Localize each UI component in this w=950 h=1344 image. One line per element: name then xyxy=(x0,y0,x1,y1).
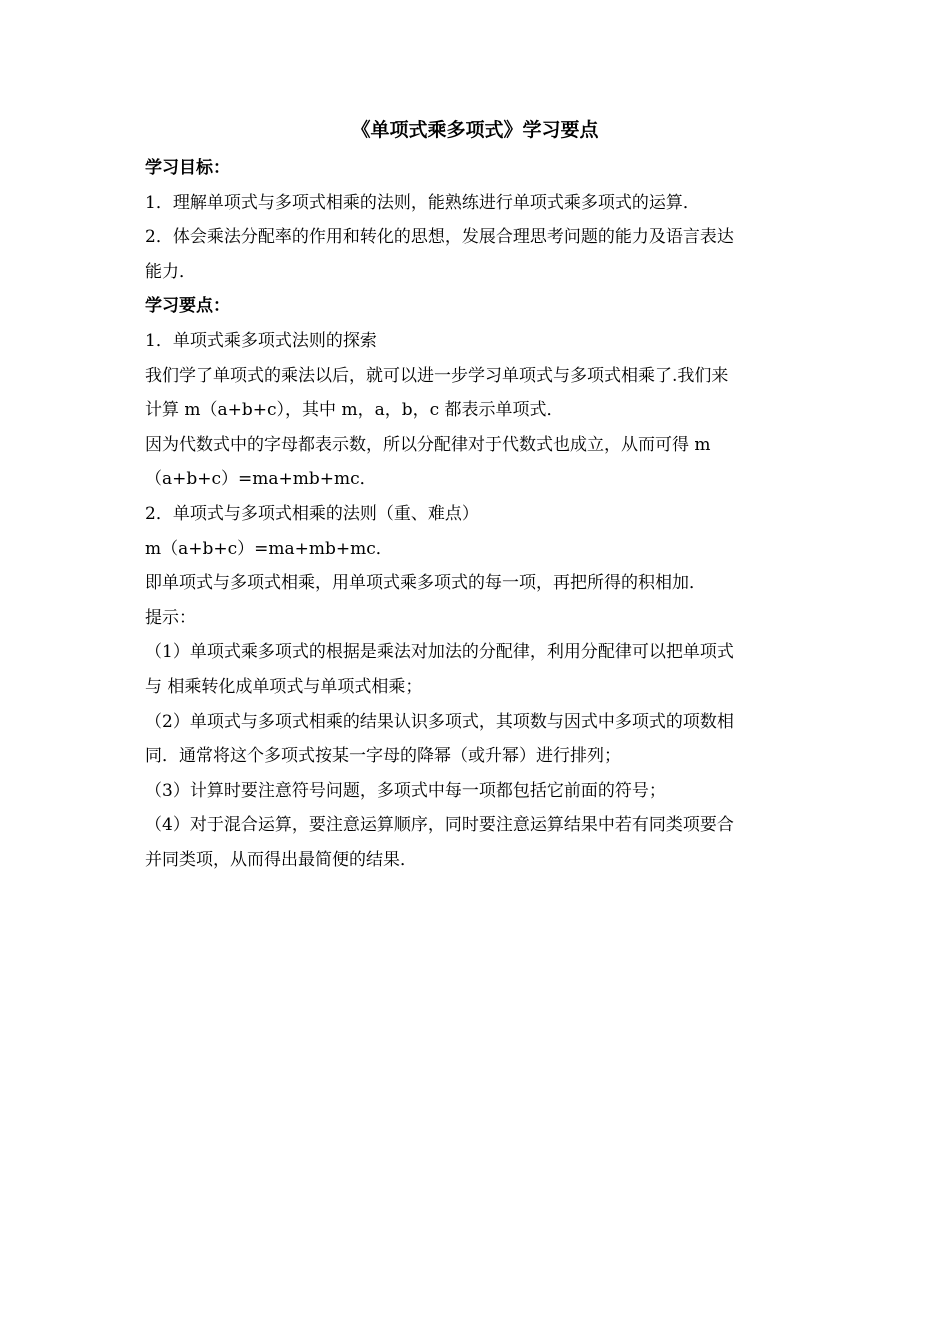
paragraph-line: 因为代数式中的字母都表示数，所以分配律对于代数式也成立，从而可得 m xyxy=(145,434,711,455)
paragraph-line: 并同类项，从而得出最简便的结果． xyxy=(145,849,417,870)
section-heading-goals: 学习目标： xyxy=(145,158,230,178)
document-body xyxy=(145,151,810,877)
paragraph-line: 1．单项式乘多项式法则的探索 xyxy=(145,330,377,351)
paragraph-line: 计算 m（a+b+c），其中 m，a，b，c 都表示单项式． xyxy=(145,400,564,421)
paragraph-line: 与 相乘转化成单项式与单项式相乘； xyxy=(145,676,423,697)
paragraph-line: 同．通常将这个多项式按某一字母的降幂（或升幂）进行排列； xyxy=(145,746,621,767)
paragraph-line: （2）单项式与多项式相乘的结果认识多项式，其项数与因式中多项式的项数相 xyxy=(145,711,734,732)
paragraph-line: （3）计算时要注意符号问题，多项式中每一项都包括它前面的符号； xyxy=(145,780,666,801)
paragraph-line: 能力． xyxy=(145,261,196,282)
section-heading-key-points: 学习要点： xyxy=(145,296,230,317)
paragraph-line: 1．理解单项式与多项式相乘的法则，能熟练进行单项式乘多项式的运算． xyxy=(145,192,700,213)
paragraph-line: m（a+b+c）=ma+mb+mc． xyxy=(145,538,393,559)
document-title: 《单项式乘多项式》学习要点 xyxy=(351,119,599,141)
paragraph-line: （1）单项式乘多项式的根据是乘法对加法的分配律，利用分配律可以把单项式 xyxy=(145,642,734,663)
paragraph-line: （4）对于混合运算，要注意运算顺序，同时要注意运算结果中若有同类项要合 xyxy=(145,815,734,836)
paragraph-line: 即单项式与多项式相乘，用单项式乘多项式的每一项，再把所得的积相加． xyxy=(145,573,706,594)
paragraph-line: 2．单项式与多项式相乘的法则（重、难点） xyxy=(145,503,479,524)
paragraph-line: 我们学了单项式的乘法以后，就可以进一步学习单项式与多项式相乘了.我们来 xyxy=(145,365,729,386)
paragraph-line: 2．体会乘法分配率的作用和转化的思想，发展合理思考问题的能力及语言表达 xyxy=(145,227,734,248)
paragraph-line: 提示： xyxy=(145,607,196,628)
paragraph-line: （a+b+c）=ma+mb+mc． xyxy=(145,469,377,490)
